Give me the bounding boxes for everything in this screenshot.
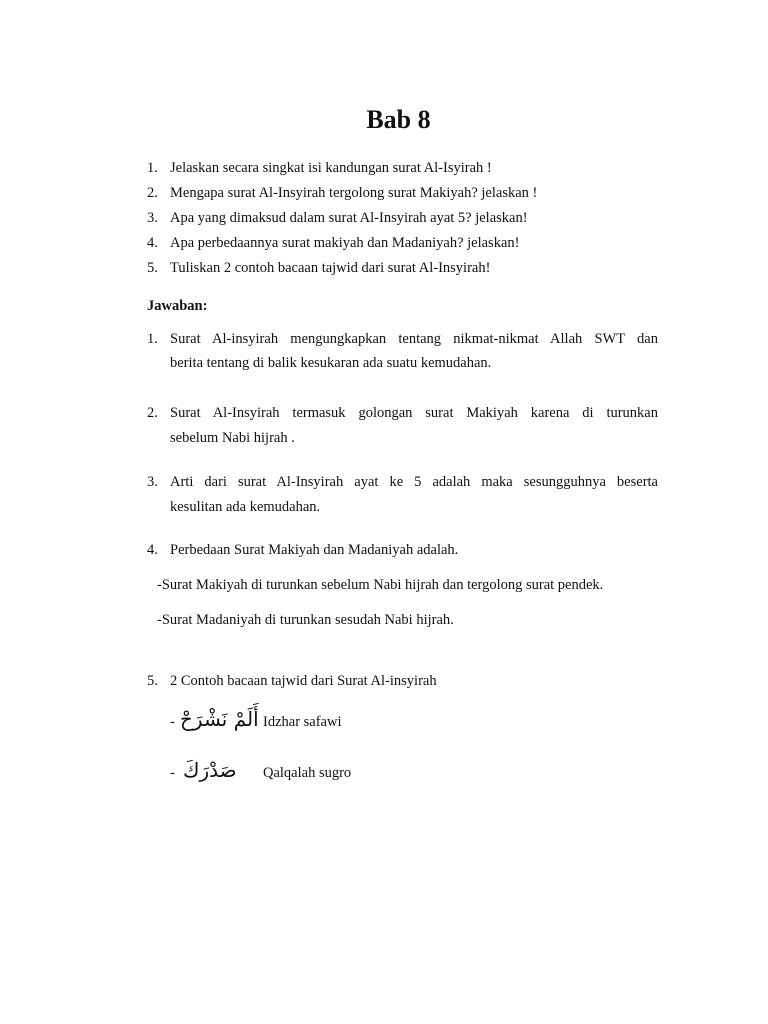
answer-text: Surat Al-insyirah mengungkapkan tentang nikmat-nikmat Allah SWT dan bbox=[170, 331, 658, 347]
answer-text: 2 Contoh bacaan tajwid dari Surat Al-insyirah bbox=[170, 673, 437, 689]
answer-number: 3. bbox=[147, 474, 158, 490]
answer-number: 5. bbox=[147, 673, 158, 689]
answer-number: 4. bbox=[147, 542, 158, 558]
answer-subpoint: -Surat Makiyah di turunkan sebelum Nabi hijrah dan tergolong surat pendek. bbox=[157, 577, 604, 593]
question-number: 4. bbox=[147, 235, 158, 251]
answer-text: Perbedaan Surat Makiyah dan Madaniyah adalah. bbox=[170, 542, 459, 558]
answer-text: Arti dari surat Al-Insyirah ayat ke 5 adalah maka sesungguhnya beserta bbox=[170, 474, 658, 490]
question-number: 3. bbox=[147, 210, 158, 226]
question-text: Mengapa surat Al-Insyirah tergolong surat Makiyah? jelaskan ! bbox=[170, 185, 538, 201]
question-text: Tuliskan 2 contoh bacaan tajwid dari surat Al-Insyirah! bbox=[170, 260, 491, 276]
question-text: Apa yang dimaksud dalam surat Al-Insyirah ayat 5? jelaskan! bbox=[170, 210, 528, 226]
example-dash: - bbox=[170, 714, 175, 730]
answers-heading: Jawaban: bbox=[147, 298, 208, 314]
example-label: Idzhar safawi bbox=[263, 714, 342, 730]
answer-text: Surat Al-Insyirah termasuk golongan surat Makiyah karena di turunkan bbox=[170, 405, 658, 421]
question-number: 2. bbox=[147, 185, 158, 201]
answer-text: sebelum Nabi hijrah . bbox=[170, 430, 295, 446]
question-number: 5. bbox=[147, 260, 158, 276]
arabic-text: أَلَمْ نَشْرَحْ bbox=[180, 707, 259, 731]
answer-number: 1. bbox=[147, 331, 158, 347]
question-number: 1. bbox=[147, 160, 158, 176]
example-label: Qalqalah sugro bbox=[263, 765, 352, 781]
question-text: Jelaskan secara singkat isi kandungan surat Al-Isyirah ! bbox=[170, 160, 492, 176]
answer-text: kesulitan ada kemudahan. bbox=[170, 499, 321, 515]
answer-text: berita tentang di balik kesukaran ada suatu kemudahan. bbox=[170, 355, 492, 371]
arabic-text: صَدْرَكَ bbox=[183, 758, 237, 782]
question-text: Apa perbedaannya surat makiyah dan Madaniyah? jelaskan! bbox=[170, 235, 520, 251]
answer-subpoint: -Surat Madaniyah di turunkan sesudah Nabi hijrah. bbox=[157, 612, 454, 628]
example-dash: - bbox=[170, 765, 175, 781]
answer-number: 2. bbox=[147, 405, 158, 421]
page-title: Bab 8 bbox=[366, 105, 431, 134]
